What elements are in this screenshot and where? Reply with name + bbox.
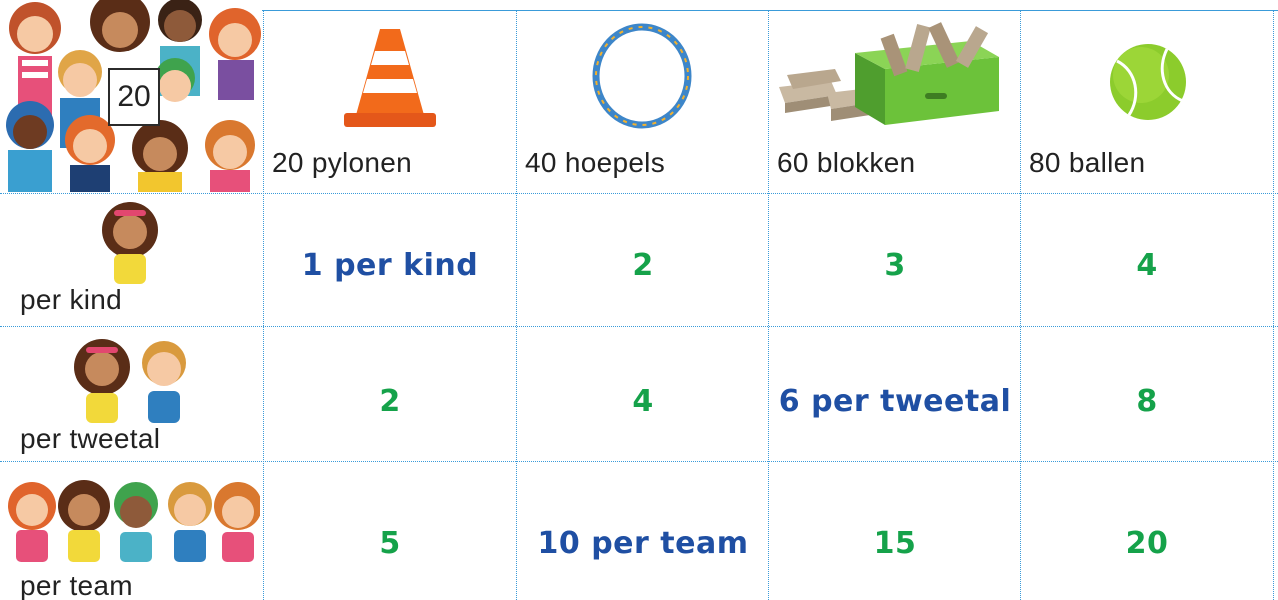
traffic-cone-icon [340, 27, 440, 131]
material-label: 40 hoepels [525, 147, 666, 178]
answer-cell: 10 per team [537, 526, 749, 561]
header-cell-blocks [769, 11, 1020, 193]
material-label: 20 pylonen [272, 147, 413, 178]
blocks-box-icon [775, 17, 1015, 135]
tennis-ball-icon [1107, 41, 1189, 123]
material-label: 80 ballen [1029, 147, 1146, 178]
answer-cell: 20 [1125, 526, 1169, 561]
row-label: per tweetal [20, 423, 161, 454]
answer-cell: 2 [632, 248, 654, 283]
material-label: 60 blokken [777, 147, 916, 178]
column-divider [1273, 10, 1274, 600]
row-header-per-team [0, 462, 262, 600]
answer-cell: 4 [1136, 248, 1158, 283]
row-label: per kind [20, 284, 123, 315]
header-cell-hoops [517, 11, 768, 193]
row-header-per-tweetal [0, 327, 262, 461]
row-label: per team [20, 570, 133, 600]
answer-cell: 15 [873, 526, 917, 561]
answer-cell: 8 [1136, 384, 1158, 419]
answer-cell: 5 [379, 526, 401, 561]
answer-cell: 4 [632, 384, 654, 419]
answer-cell: 3 [884, 248, 906, 283]
row-header-per-kind [0, 194, 262, 326]
answer-cell: 6 per tweetal [778, 384, 1012, 419]
header-cell-cones [264, 11, 516, 193]
answer-cell: 1 per kind [301, 248, 479, 283]
children-team-icon [6, 476, 260, 562]
hoop-icon [589, 21, 695, 131]
child-girl-icon [96, 200, 164, 284]
answer-cell: 2 [379, 384, 401, 419]
children-pair-icon [64, 337, 200, 423]
header-cell-balls [1021, 11, 1273, 193]
children-group-image [0, 0, 262, 192]
group-count-badge: 20 [108, 68, 160, 126]
